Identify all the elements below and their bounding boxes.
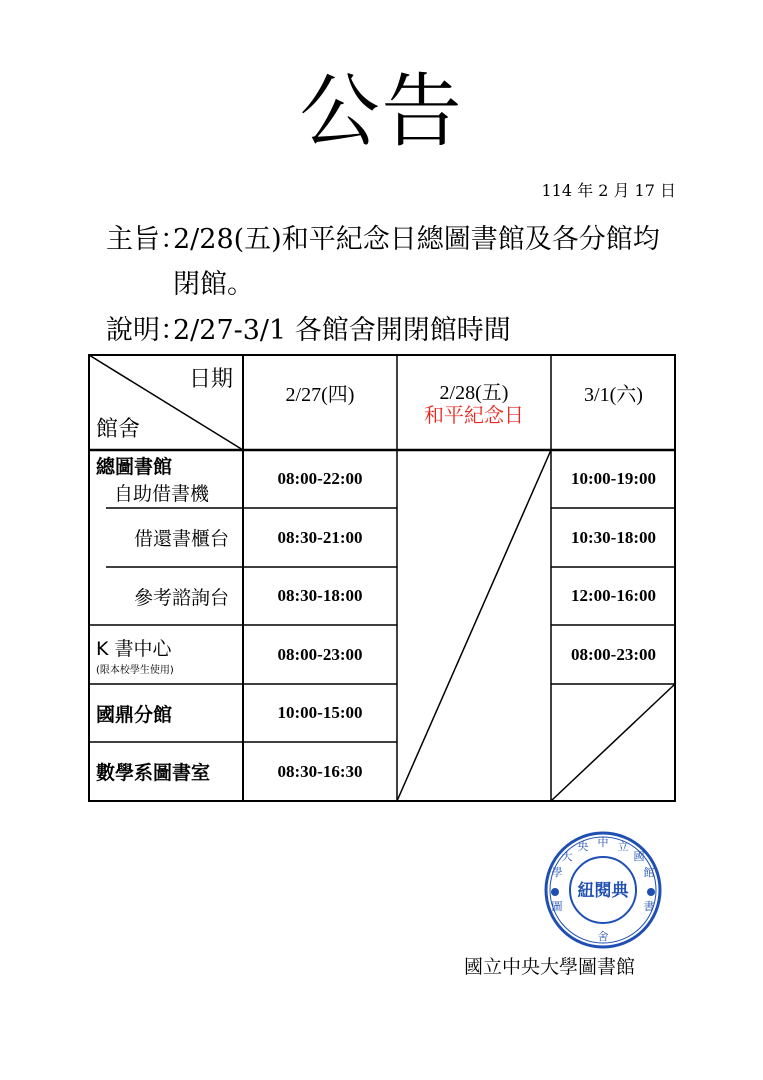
svg-text:館: 館 (643, 866, 655, 879)
venue-guoding-branch: 國鼎分館 (96, 703, 173, 726)
subject-label: 主旨： (106, 224, 187, 255)
library-signature: 國立中央大學圖書館 (464, 956, 636, 978)
date-header-2: 2/28(五) 和平紀念日 (424, 381, 524, 427)
svg-text:央: 央 (577, 840, 589, 853)
svg-text:圖: 圖 (551, 900, 563, 913)
subject-text: 2/28(五)和平紀念日總圖書館及各分館均 (173, 224, 660, 255)
venue-reference-desk: 參考諮詢台 (133, 586, 229, 609)
corner-date-label: 日期 (188, 367, 233, 392)
time-cell: 08:30-21:00 (277, 527, 363, 547)
holiday-label: 和平紀念日 (424, 404, 524, 427)
description-text: 2/27-3/1 各館舍開閉館時間 (173, 315, 511, 346)
notice-date: 114 年 2 月 17 日 (541, 181, 676, 200)
corner-venue-label: 館舍 (96, 417, 141, 442)
notice-title: 公告 (299, 65, 464, 158)
time-cell: 08:00-22:00 (277, 469, 363, 488)
time-cell: 08:30-18:00 (277, 586, 363, 605)
venue-main-library: 總圖書館 自助借書機 (96, 456, 210, 505)
svg-text:舍: 舍 (597, 930, 609, 943)
time-cell: 08:30-16:30 (277, 761, 363, 781)
description-label: 說明： (106, 315, 187, 346)
svg-text:大: 大 (561, 850, 573, 863)
time-cell: 10:30-18:00 (571, 527, 656, 547)
svg-text:書: 書 (643, 900, 655, 913)
seal-center-text: 紐閱典 (577, 881, 629, 901)
svg-text:立: 立 (617, 840, 629, 853)
venue-math-library: 數學系圖書室 (96, 762, 211, 784)
date-header-3: 3/1(六) (584, 383, 643, 406)
time-cell: 12:00-16:00 (571, 586, 656, 605)
time-cell: 08:00-23:00 (277, 644, 363, 664)
date-header-1: 2/27(四) (285, 383, 355, 406)
venue-study-center: K 書中心 (限本校學生使用) (96, 637, 174, 676)
svg-text:學: 學 (551, 866, 563, 879)
subject-continuation: 閉館。 (173, 269, 254, 300)
library-seal (543, 830, 663, 950)
hours-table (88, 354, 676, 802)
svg-text:中: 中 (597, 836, 609, 849)
seal-graphic (543, 830, 663, 950)
svg-text:國: 國 (633, 850, 645, 863)
time-cell: 08:00-23:00 (571, 644, 656, 664)
time-cell: 10:00-19:00 (571, 469, 656, 488)
time-cell: 10:00-15:00 (277, 703, 363, 722)
venue-circulation-desk: 借還書櫃台 (133, 528, 229, 550)
